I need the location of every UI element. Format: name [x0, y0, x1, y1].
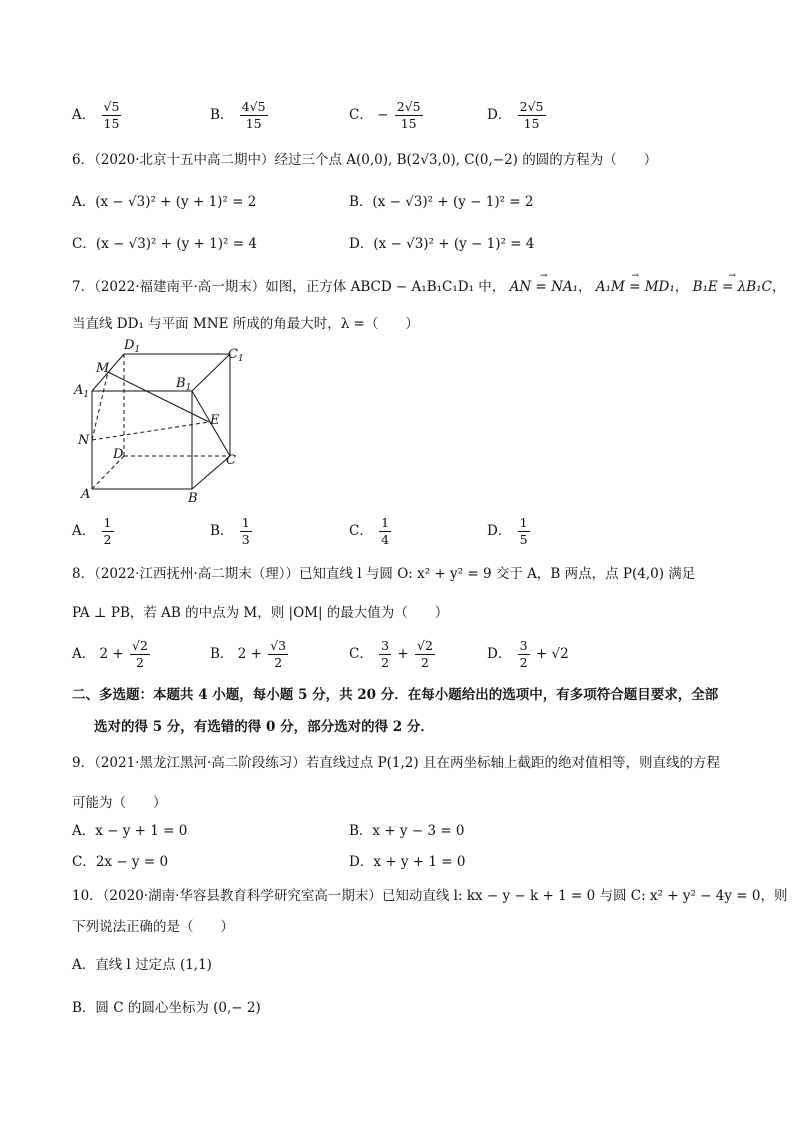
q10-stem-line1: 10．（2020·湖南·华容县教育科学研究室高一期末）已知动直线 l: kx − y − k + 1 = 0 与圆 C: x² + y² − 4y = 0，则 [72, 888, 788, 904]
label-c1: $C_1$ [228, 347, 244, 364]
q10-stem-line2: 下列说法正确的是（ ） [72, 919, 234, 935]
q5-option-d [487, 100, 548, 131]
segment-n-e [92, 422, 209, 440]
section-heading: 二、多选题：本题共 4 小题，每小题 5 分，共 20 分．在每小题给出的选项中，有多项符合题目要求，全部 [72, 687, 719, 703]
fraction: $\frac{2√5}{15}$ [519, 99, 544, 131]
q7-stem-line2: 当直线 DD₁ 与平面 MNE 所成的角最大时，λ =（ ） [72, 316, 419, 332]
q9-option-c: C．2x − y = 0 [72, 854, 169, 870]
q10-option-a: A．直线 l 过定点 (1,1) [72, 957, 212, 973]
q8-stem-line2: PA ⊥ PB，若 AB 的中点为 M，则 |OM| 的最大值为（ ） [72, 605, 449, 621]
q7-option-d: D． $\frac{1}{5}$ [487, 515, 528, 547]
fraction: $\frac{√3}{2}$ [270, 638, 287, 670]
q8-option-a: A． 2 + $\frac{√2}{2}$ [72, 638, 148, 670]
q9-stem-line2: 可能为（ ） [72, 795, 167, 811]
fraction: $\frac{3}{2}$ [519, 638, 528, 670]
vector-equation: → B₁E = λB₁C [693, 278, 772, 296]
fraction: $\frac{1}{2}$ [103, 515, 112, 547]
fraction: $\frac{√2}{2}$ [417, 638, 433, 670]
fraction: $\frac{2√5}{15}$ [396, 99, 421, 131]
vector-equation: → AN = NA₁ [510, 278, 578, 296]
option-letter: B． [210, 107, 234, 123]
option-letter: D． [487, 107, 512, 123]
q9-option-a: A．x − y + 1 = 0 [72, 823, 188, 839]
label-b1: $B_1$ [176, 376, 192, 393]
fraction: $\frac{1}{5}$ [519, 515, 528, 547]
fraction: $\frac{1}{3}$ [241, 515, 250, 547]
q9-stem-line1: 9．（2021·黑龙江黑河·高二阶段练习）若直线过点 P(1,2) 且在两坐标轴上截距的绝对值相等，则直线的方程 [72, 755, 720, 771]
vector-equation: → A₁M = MD₁ [596, 278, 675, 296]
q8-stem-line1: 8．（2022·江西抚州·高二期末（理））已知直线 l 与圆 O: x² + y² = 9 交于 A，B 两点，点 P(4,0) 满足 [72, 566, 696, 582]
label-b: B [188, 491, 198, 506]
q7-option-a: A． $\frac{1}{2}$ [72, 515, 112, 547]
q6-option-a: A．(x − √3)² + (y + 1)² = 2 [72, 194, 257, 210]
fraction: $\frac{√2}{2}$ [132, 638, 148, 670]
fraction: $\frac{4√5}{15}$ [241, 99, 266, 131]
q7-option-b: B． $\frac{1}{3}$ [210, 515, 250, 547]
label-a1: $A_1$ [74, 383, 90, 400]
cube-figure [66, 336, 256, 508]
q8-option-d: D． $\frac{3}{2}$ + √2 [487, 638, 569, 670]
q5-option-c: C． − $\frac{2√5}{15}$ [349, 99, 421, 131]
edge-b1-c1 [192, 354, 230, 391]
q10-option-b: B．圆 C 的圆心坐标为 (0,− 2) [72, 1000, 261, 1016]
segment-m-e [108, 372, 209, 422]
label-d1: $D_1$ [124, 338, 141, 355]
q6-stem: 6．（2020·北京十五中高二期中）经过三个点 A(0,0), B(2√3,0), C(0,−2) 的圆的方程为（ ） [72, 152, 658, 168]
label-e: E [210, 413, 220, 428]
option-letter: A． [72, 107, 96, 123]
fraction: $\frac{1}{4}$ [381, 515, 390, 547]
option-letter: C． [349, 107, 373, 123]
q6-option-c: C．(x − √3)² + (y + 1)² = 4 [72, 236, 257, 252]
q5-option-a [72, 100, 123, 131]
fraction: $\frac{3}{2}$ [381, 638, 390, 670]
q6-option-d: D．(x − √3)² + (y − 1)² = 4 [349, 236, 535, 252]
q9-option-b: B．x + y − 3 = 0 [349, 823, 465, 839]
q7-stem-line1: 7．（2022·福建南平·高一期末）如图，正方体 ABCD − A₁B₁C₁D₁ 中， → AN = NA₁， → A₁M = MD₁， → B₁E = λB₁C， [72, 278, 785, 296]
label-n: N [78, 433, 90, 448]
edge-b-c [192, 456, 230, 489]
q5-option-b [210, 100, 270, 131]
section-heading-cont: 选对的得 5 分，有选错的得 0 分，部分选对的得 2 分． [94, 719, 434, 735]
q6-option-b: B．(x − √3)² + (y − 1)² = 2 [349, 194, 534, 210]
label-d: D [113, 447, 124, 462]
label-c: C [226, 453, 236, 468]
label-a: A [81, 487, 91, 502]
q9-option-d: D．x + y + 1 = 0 [349, 854, 466, 870]
q8-option-b: B． 2 + $\frac{√3}{2}$ [210, 638, 287, 670]
q7-option-c: C． $\frac{1}{4}$ [349, 515, 390, 547]
fraction: $\frac{√5}{15}$ [103, 99, 120, 131]
label-m: M [96, 361, 110, 376]
q8-option-c: C． $\frac{3}{2}$ + $\frac{√2}{2}$ [349, 638, 433, 670]
